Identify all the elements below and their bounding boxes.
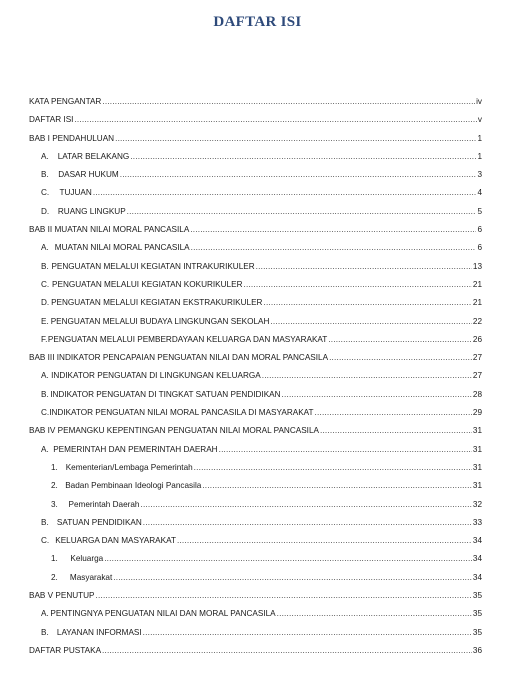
dot-leader xyxy=(277,605,472,623)
toc-entry-page: 35 xyxy=(472,627,482,637)
toc-entry[interactable] xyxy=(29,258,482,276)
toc-entry-page: 32 xyxy=(472,499,482,509)
toc-entry[interactable] xyxy=(29,514,482,532)
toc-entry-page: 3 xyxy=(477,170,482,180)
dot-leader xyxy=(177,532,472,550)
dot-leader xyxy=(219,441,472,459)
toc-entry[interactable] xyxy=(29,349,482,367)
toc-entry-label: MUATAN NILAI MORAL PANCASILA xyxy=(54,243,190,253)
toc-entry-label: BAB I PENDAHULUAN xyxy=(29,133,115,143)
dot-leader xyxy=(256,258,472,276)
toc-entry[interactable] xyxy=(29,532,482,550)
toc-entry-page: 1 xyxy=(477,151,482,161)
toc-entry-page: 26 xyxy=(472,334,482,344)
toc-entry-number: D. xyxy=(41,298,50,308)
toc-entry-label: DAFTAR PUSTAKA xyxy=(29,645,102,655)
toc-entry-number: B. xyxy=(41,170,49,180)
toc-entry-number: C. xyxy=(41,408,50,418)
toc-entry-label: PEMERINTAH DAN PEMERINTAH DAERAH xyxy=(53,444,218,454)
toc-entry-page: 6 xyxy=(477,243,482,253)
toc-entry-label: Keluarga xyxy=(70,554,104,564)
toc-entry[interactable] xyxy=(29,111,482,129)
toc-entry-label: Kementerian/Lembaga Pemerintah xyxy=(65,462,193,472)
toc-entry-label: Badan Pembinaan Ideologi Pancasila xyxy=(65,481,202,491)
toc-entry[interactable] xyxy=(29,331,482,349)
toc-entry-number: 3. xyxy=(51,499,58,509)
toc-entry-page: 27 xyxy=(472,371,482,381)
dot-leader xyxy=(191,239,477,257)
dot-leader xyxy=(140,496,471,514)
toc-entry[interactable] xyxy=(29,203,482,221)
dot-leader xyxy=(329,349,472,367)
toc-entry-page: 21 xyxy=(472,279,482,289)
toc-entry-label: KATA PENGANTAR xyxy=(29,97,102,106)
toc-entry-number: A. xyxy=(41,444,49,454)
toc-entry-label: PENGUATAN MELALUI BUDAYA LINGKUNGAN SEKOLAH xyxy=(50,316,270,326)
toc-entry-number: B. xyxy=(41,517,49,527)
toc-entry-label: PENGUATAN MELALUI KEGIATAN EKSTRAKURIKULER xyxy=(51,298,263,308)
toc-entry-number: A. xyxy=(41,609,49,619)
dot-leader xyxy=(93,184,477,202)
toc-entry-label: BAB IV PEMANGKU KEPENTINGAN PENGUATAN NILAI MORAL PANCASILA xyxy=(29,426,319,436)
toc-entry[interactable] xyxy=(29,184,482,202)
toc-entry-page: 22 xyxy=(472,316,482,326)
toc-entry-page: 33 xyxy=(472,517,482,527)
toc-entry-label: INDIKATOR PENGUATAN NILAI MORAL PANCASILA DI MASYARAKAT xyxy=(49,408,314,418)
dot-leader xyxy=(113,569,472,587)
dot-leader xyxy=(130,148,476,166)
toc-entry-page: 1 xyxy=(477,133,482,143)
toc-entry-label: DASAR HUKUM xyxy=(58,170,119,180)
toc-entry[interactable] xyxy=(29,367,482,385)
toc-entry[interactable] xyxy=(29,93,482,111)
toc-entry-page: 31 xyxy=(472,462,482,472)
dot-leader xyxy=(115,130,476,148)
toc-entry-number: 2. xyxy=(51,481,58,491)
dot-leader xyxy=(244,276,472,294)
toc-entry-label: RUANG LINGKUP xyxy=(57,206,126,216)
toc-entry-label: PENTINGNYA PENGUATAN NILAI DAN MORAL PANCASILA xyxy=(50,609,276,619)
toc-entry-page: 31 xyxy=(472,426,482,436)
toc-entry-label: SATUAN PENDIDIKAN xyxy=(56,517,142,527)
toc-entry[interactable] xyxy=(29,496,482,514)
toc-entry[interactable] xyxy=(29,422,482,440)
dot-leader xyxy=(263,294,471,312)
toc-entry-label: PENGUATAN MELALUI PEMBERDAYAAN KELUARGA DAN MASYARAKAT xyxy=(47,334,328,344)
dot-leader xyxy=(143,624,472,642)
toc-entry-number: 2. xyxy=(51,572,58,582)
toc-entry-page: 29 xyxy=(472,408,482,418)
toc-entry-number: 1. xyxy=(51,462,58,472)
toc-entry-label: KELUARGA DAN MASYARAKAT xyxy=(55,536,176,546)
toc-entry-page: 27 xyxy=(472,353,482,363)
toc-entry-page: iv xyxy=(476,97,482,106)
toc-entry-page: 21 xyxy=(472,298,482,308)
toc-entry-number: B. xyxy=(41,627,49,637)
toc-entry-label: INDIKATOR PENGUATAN DI TINGKAT SATUAN PENDIDIKAN xyxy=(50,389,281,399)
toc-entry-page: 34 xyxy=(472,554,482,564)
toc-entry[interactable] xyxy=(29,130,482,148)
toc-entry[interactable] xyxy=(29,642,482,660)
toc-entry-label: LATAR BELAKANG xyxy=(57,151,130,161)
toc-entry-page: 35 xyxy=(472,609,482,619)
toc-entry-page: 28 xyxy=(472,389,482,399)
toc-entry-number: E. xyxy=(41,316,49,326)
dot-leader xyxy=(96,587,472,605)
toc-entry-page: 31 xyxy=(472,481,482,491)
toc-entry-number: 1. xyxy=(51,554,58,564)
toc-entry[interactable] xyxy=(29,221,482,239)
toc-entry[interactable] xyxy=(29,166,482,184)
toc-entry-label: Masyarakat xyxy=(69,572,113,582)
toc-entry[interactable] xyxy=(29,386,482,404)
toc-entry-page: 36 xyxy=(472,645,482,655)
toc-entry-page: v xyxy=(477,115,482,125)
dot-leader xyxy=(262,367,472,385)
toc-entry[interactable] xyxy=(29,404,482,422)
dot-leader xyxy=(190,221,476,239)
toc-entry[interactable] xyxy=(29,477,482,495)
table-of-contents xyxy=(29,93,482,660)
toc-entry-page: 13 xyxy=(472,261,482,271)
toc-entry[interactable] xyxy=(29,587,482,605)
toc-entry[interactable] xyxy=(29,276,482,294)
toc-entry-page: 31 xyxy=(472,444,482,454)
toc-entry-number: A. xyxy=(41,151,49,161)
dot-leader xyxy=(74,111,476,129)
toc-entry-page: 4 xyxy=(477,188,482,198)
toc-entry-number: A. xyxy=(41,371,49,381)
toc-entry[interactable] xyxy=(29,605,482,623)
toc-entry-number: F. xyxy=(41,334,48,344)
dot-leader xyxy=(320,422,472,440)
dot-leader xyxy=(120,166,477,184)
toc-entry-number: C. xyxy=(41,188,50,198)
toc-entry-label: PENGUATAN MELALUI KEGIATAN INTRAKURIKULER xyxy=(51,261,255,271)
toc-entry[interactable] xyxy=(29,294,482,312)
toc-entry[interactable] xyxy=(29,313,482,331)
dot-leader xyxy=(127,203,477,221)
dot-leader xyxy=(143,514,472,532)
dot-leader xyxy=(202,477,472,495)
toc-entry[interactable] xyxy=(29,550,482,568)
dot-leader xyxy=(328,331,472,349)
toc-entry[interactable] xyxy=(29,459,482,477)
toc-entry-page: 35 xyxy=(472,591,482,601)
toc-entry[interactable] xyxy=(29,569,482,587)
toc-entry-number: C. xyxy=(41,536,50,546)
toc-entry[interactable] xyxy=(29,239,482,257)
toc-entry-number: A. xyxy=(41,243,49,253)
toc-entry-page: 34 xyxy=(472,536,482,546)
toc-entry-label: LAYANAN INFORMASI xyxy=(56,627,142,637)
toc-entry-label: PENGUATAN MELALUI KEGIATAN KOKURIKULER xyxy=(52,279,243,289)
toc-entry-number: B. xyxy=(41,389,49,399)
toc-entry-label: DAFTAR ISI xyxy=(29,115,74,125)
dot-leader xyxy=(315,404,472,422)
toc-entry-label: BAB II MUATAN NILAI MORAL PANCASILA xyxy=(29,225,190,235)
dot-leader xyxy=(270,313,471,331)
toc-entry-label: BAB III INDIKATOR PENCAPAIAN PENGUATAN NILAI DAN MORAL PANCASILA xyxy=(29,353,329,363)
toc-entry-label: TUJUAN xyxy=(59,188,92,198)
toc-entry-page: 34 xyxy=(472,572,482,582)
toc-entry[interactable] xyxy=(29,148,482,166)
dot-leader xyxy=(102,642,472,660)
toc-entry-label: Pemerintah Daerah xyxy=(68,499,140,509)
toc-entry-number: D. xyxy=(41,206,50,216)
dot-leader xyxy=(194,459,472,477)
toc-entry-number: C. xyxy=(41,279,50,289)
dot-leader xyxy=(282,386,472,404)
page-title: DAFTAR ISI xyxy=(213,14,302,30)
toc-entry-page: 5 xyxy=(477,206,482,216)
toc-entry[interactable] xyxy=(29,624,482,642)
toc-entry-page: 6 xyxy=(477,225,482,235)
toc-entry-label: BAB V PENUTUP xyxy=(29,591,95,601)
toc-entry-number: B. xyxy=(41,261,49,271)
dot-leader xyxy=(104,550,472,568)
toc-entry[interactable] xyxy=(29,441,482,459)
dot-leader xyxy=(102,93,475,111)
toc-entry-label: INDIKATOR PENGUATAN DI LINGKUNGAN KELUARGA xyxy=(51,371,261,381)
